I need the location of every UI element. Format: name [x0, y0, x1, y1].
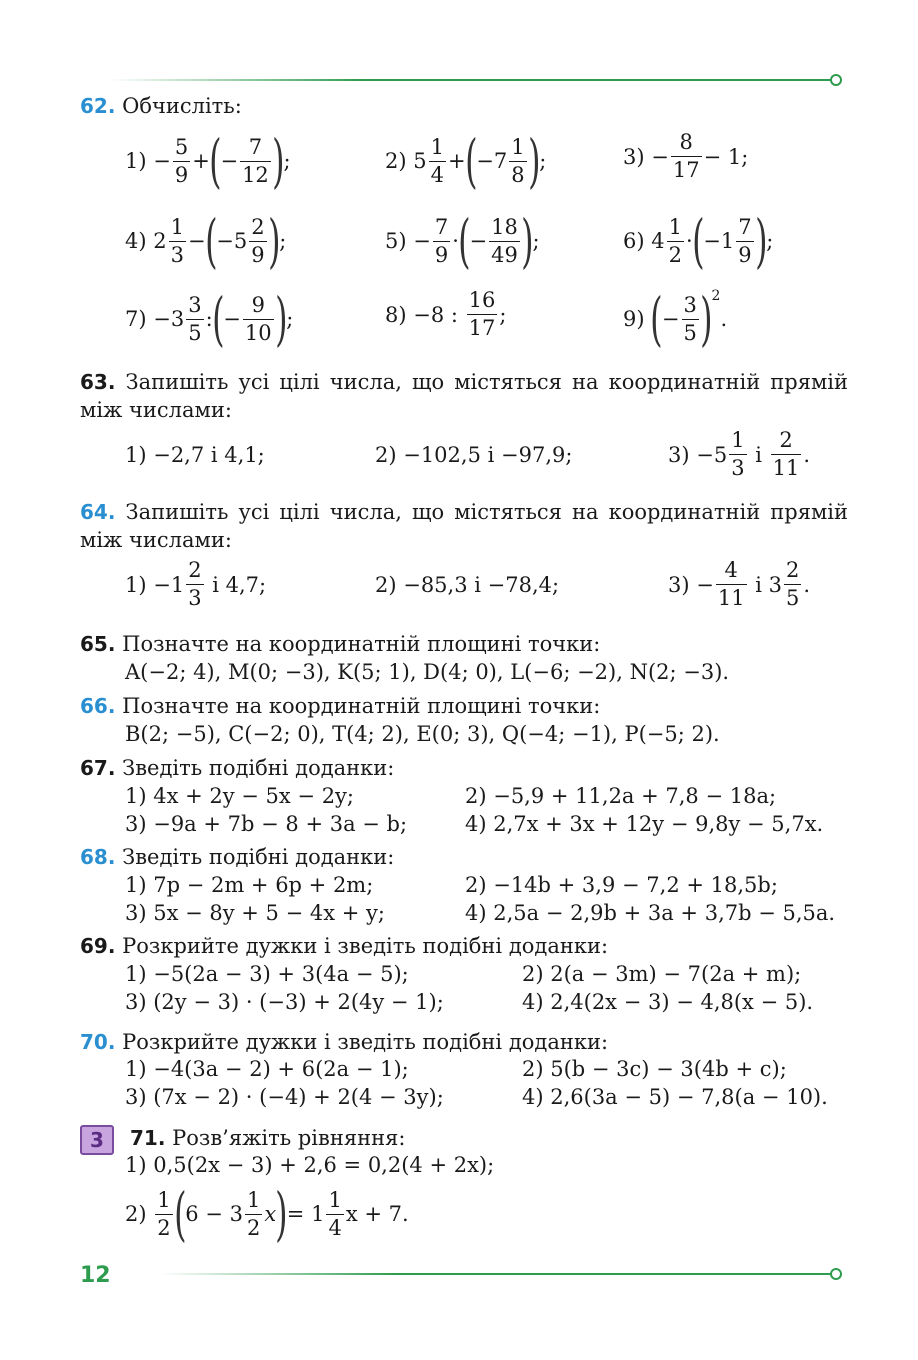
exercise-title: Розкрийте дужки і зведіть подібні доданки: [122, 1030, 609, 1054]
ex62-item-2: 2) 5 $\frac{1}{4}$ + ( −7 $\frac{1}{8}$ ) ; [385, 127, 547, 195]
ex64-item-2: 2) −85,3 і −78,4; [375, 573, 560, 597]
rule-end-circle-icon [830, 1268, 842, 1280]
exercise-62-header [80, 92, 242, 120]
exercise-number: 65. [80, 632, 116, 656]
ex67-item-4: 4) 2,7x + 3x + 12y − 9,8y − 5,7x. [465, 812, 824, 836]
exercise-title: Зведіть подібні доданки: [122, 845, 395, 869]
exercise-69-header [80, 932, 608, 960]
exercise-title: Обчисліть: [122, 94, 242, 118]
exercise-number: 63. [80, 370, 116, 394]
fraction: $\frac{2}{3}$ [188, 558, 202, 610]
fraction: $\frac{2}{9}$ [251, 214, 265, 267]
rule-end-circle-icon [830, 74, 842, 86]
exercise-number: 70. [80, 1030, 116, 1054]
ex64-item-3: 3) − $\frac{4}{11}$ і 3 $\frac{2}{5}$ . [668, 558, 811, 610]
ex62-item-6: 6) 4 $\frac{1}{2}$ · ( −1 $\frac{7}{9}$ ) ; [623, 207, 774, 275]
exercise-70-header [80, 1028, 608, 1056]
ex68-item-1: 1) 7p − 2m + 6p + 2m; [125, 873, 374, 897]
ex63-item-2: 2) −102,5 і −97,9; [375, 443, 573, 467]
ex62-item-1: 1) − $\frac{5}{9}$ + ( − $\frac{7}{12}$ ) ; [125, 127, 291, 195]
ex67-item-3: 3) −9a + 7b − 8 + 3a − b; [125, 812, 408, 836]
exercise-title: Позначте на координатній площині точки: [122, 694, 601, 718]
ex63-item-1: 1) −2,7 і 4,1; [125, 443, 265, 467]
ex62-item-7: 7) −3 $\frac{3}{5}$ : ( − $\frac{9}{10}$ ) ; [125, 285, 294, 353]
exercise-number: 64. [80, 500, 116, 524]
top-rule [110, 79, 835, 81]
exercise-71-header [130, 1124, 405, 1152]
exercise-title: Зведіть подібні доданки: [122, 756, 395, 780]
exercise-title: Розв’яжіть рівняння: [172, 1126, 406, 1150]
ex62-item-3: 3) − $\frac{8}{17}$ − 1; [623, 130, 749, 182]
ex67-item-1: 1) 4x + 2y − 5x − 2y; [125, 784, 355, 808]
ex68-item-3: 3) 5x − 8y + 5 − 4x + y; [125, 901, 385, 925]
fraction: $\frac{1}{2}$ [246, 1187, 261, 1240]
ex70-item-2: 2) 5(b − 3c) − 3(4b + c); [522, 1057, 787, 1081]
fraction: $\frac{16}{17}$ [468, 288, 496, 340]
fraction: $\frac{3}{5}$ [188, 292, 202, 345]
fraction: $\frac{7}{9}$ [738, 214, 752, 267]
fraction: $\frac{1}{4}$ [328, 1187, 342, 1240]
ex70-item-3: 3) (7x − 2) · (−4) + 2(4 − 3y); [125, 1085, 444, 1109]
ex65-points: A(−2; 4), M(0; −3), K(5; 1), D(4; 0), L(−6; −2), N(2; −3). [125, 660, 730, 684]
ex69-item-1: 1) −5(2a − 3) + 3(4a − 5); [125, 962, 409, 986]
fraction: $\frac{8}{17}$ [672, 130, 700, 182]
fraction: $\frac{1}{4}$ [430, 134, 444, 187]
exercise-title: Розкрийте дужки і зведіть подібні доданки: [122, 934, 609, 958]
fraction: $\frac{2}{5}$ [786, 558, 800, 610]
ex71-item-1: 1) 0,5(2x − 3) + 2,6 = 0,2(4 + 2x); [125, 1153, 495, 1177]
ex70-item-1: 1) −4(3a − 2) + 6(2a − 1); [125, 1057, 409, 1081]
fraction: $\frac{9}{10}$ [244, 292, 272, 345]
difficulty-level-badge: 3 [80, 1125, 114, 1155]
exercise-64-header [80, 498, 848, 554]
exercise-65-header [80, 630, 600, 658]
fraction: $\frac{2}{11}$ [772, 428, 800, 480]
ex69-item-4: 4) 2,4(2x − 3) − 4,8(x − 5). [522, 990, 814, 1014]
page-number: 12 [80, 1263, 111, 1288]
ex68-item-2: 2) −14b + 3,9 − 7,2 + 18,5b; [465, 873, 778, 897]
fraction: $\frac{1}{3}$ [731, 428, 745, 480]
ex69-item-3: 3) (2y − 3) · (−3) + 2(4y − 1); [125, 990, 444, 1014]
ex70-item-4: 4) 2,6(3a − 5) − 7,8(a − 10). [522, 1085, 828, 1109]
ex66-points: B(2; −5), C(−2; 0), T(4; 2), E(0; 3), Q(−4; −1), P(−5; 2). [125, 722, 720, 746]
exercise-number: 69. [80, 934, 116, 958]
exercise-68-header [80, 843, 394, 871]
fraction: $\frac{3}{5}$ [683, 292, 697, 345]
fraction: $\frac{1}{3}$ [170, 214, 184, 267]
fraction: $\frac{7}{9}$ [434, 214, 449, 267]
ex62-item-8: 8) −8 : $\frac{16}{17}$ ; [385, 288, 507, 340]
ex71-item-2: 2) $\frac{1}{2}$ ( 6 − 3 $\frac{1}{2}$ x ) = 1 $\frac{1}{4}$ x + 7. [125, 1180, 409, 1248]
fraction: $\frac{7}{12}$ [242, 134, 269, 187]
fraction: $\frac{5}{9}$ [174, 134, 189, 187]
exercise-67-header [80, 754, 394, 782]
ex64-item-1: 1) −1 $\frac{2}{3}$ і 4,7; [125, 558, 267, 610]
exercise-title: Запишіть усі цілі числа, що містяться на координатній прямій між числами: [80, 500, 848, 552]
fraction: $\frac{4}{11}$ [717, 558, 745, 610]
ex67-item-2: 2) −5,9 + 11,2a + 7,8 − 18a; [465, 784, 777, 808]
fraction: $\frac{1}{2}$ [668, 214, 682, 267]
fraction: $\frac{18}{49}$ [491, 214, 518, 267]
ex62-item-5: 5) − $\frac{7}{9}$ · ( − $\frac{18}{49}$ ) ; [385, 207, 540, 275]
exercise-number: 66. [80, 694, 116, 718]
exercise-63-header [80, 368, 848, 424]
exercise-number: 68. [80, 845, 116, 869]
exercise-number: 71. [130, 1126, 166, 1150]
exercise-number: 62. [80, 94, 116, 118]
exercise-66-header [80, 692, 600, 720]
ex68-item-4: 4) 2,5a − 2,9b + 3a + 3,7b − 5,5a. [465, 901, 836, 925]
bottom-rule [160, 1273, 835, 1275]
exercise-title: Запишіть усі цілі числа, що містяться на координатній прямій між числами: [80, 370, 848, 422]
ex62-item-9: 9) ( − $\frac{3}{5}$ ) $^2$ . [623, 285, 728, 353]
ex63-item-3: 3) −5 $\frac{1}{3}$ і $\frac{2}{11}$ . [668, 428, 811, 480]
ex69-item-2: 2) 2(a − 3m) − 7(2a + m); [522, 962, 802, 986]
fraction: $\frac{1}{2}$ [157, 1187, 171, 1240]
exercise-number: 67. [80, 756, 116, 780]
exercise-title: Позначте на координатній площині точки: [122, 632, 601, 656]
ex62-item-4: 4) 2 $\frac{1}{3}$ − ( −5 $\frac{2}{9}$ ) ; [125, 207, 287, 275]
fraction: $\frac{1}{8}$ [511, 134, 525, 187]
